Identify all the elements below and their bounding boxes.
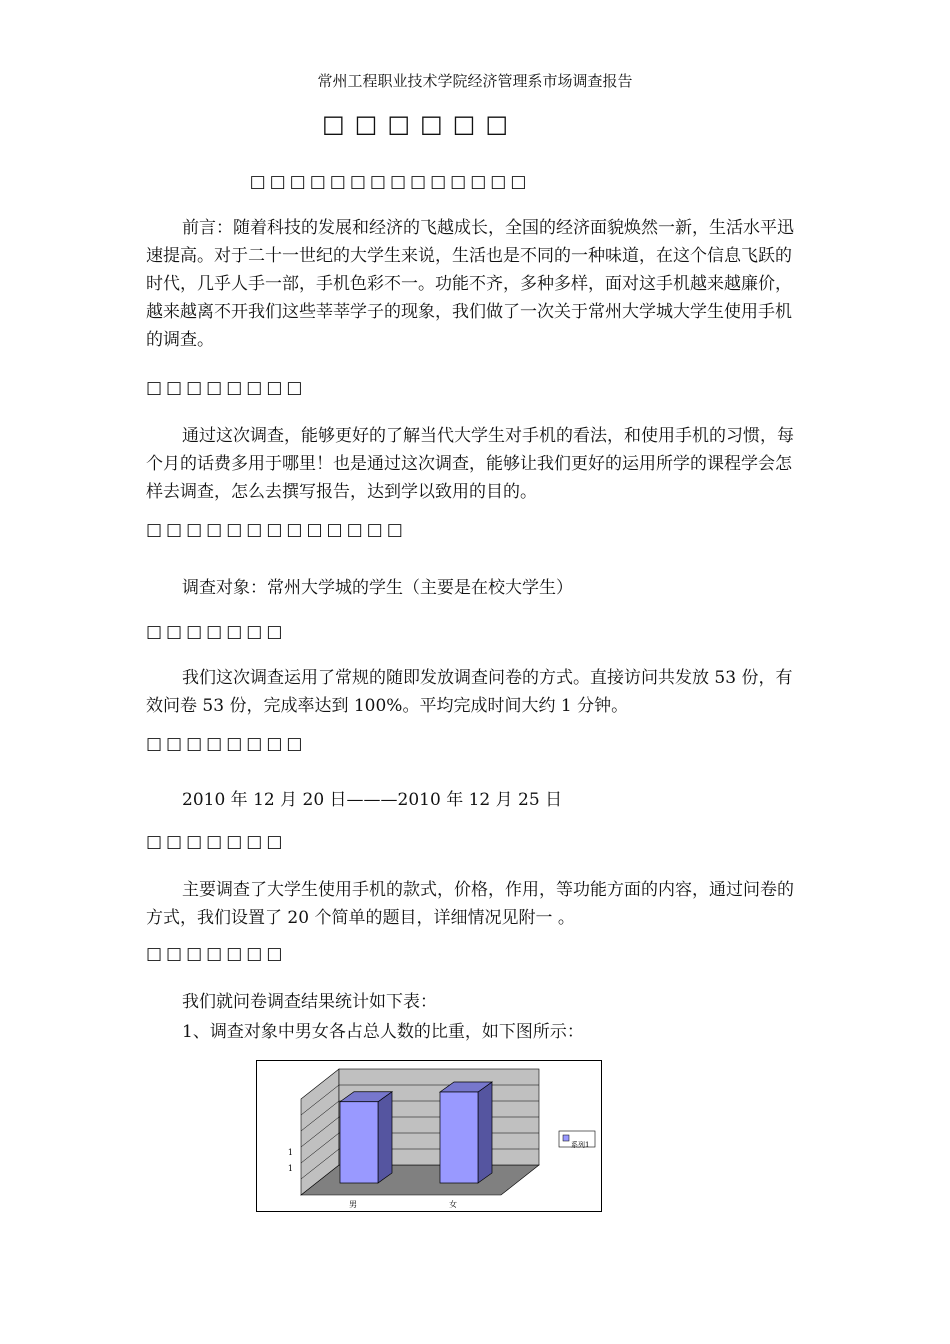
section-heading-content: □□□□□□□: [146, 832, 287, 852]
section-body-purpose: 通过这次调查，能够更好的了解当代大学生对手机的看法，和使用手机的习惯，每个月的话费多用于哪里！也是通过这次调查，能够让我们更好的运用所学的课程学会怎样去调查，怎么去撰写报告，达到学以致用的目的。: [146, 426, 794, 502]
list-item-gender-ratio: 1、调查对象中男女各占总人数的比重，如下图所示：: [182, 1022, 584, 1042]
chart-bar-side: [378, 1092, 392, 1183]
section-body-method: 我们这次调查运用了常规的随即发放调查问卷的方式。直接访问共发放 53 份，有效问卷 53 份，完成率达到 100%。平均完成时间大约 1 分钟。: [146, 668, 793, 716]
report-subtitle: □□□□□□□□□□□□□□: [249, 172, 531, 192]
chart-legend-label: 系列1: [571, 1141, 590, 1149]
section-heading-time: □□□□□□□□: [146, 734, 307, 754]
section-heading-method: □□□□□□□: [146, 622, 287, 642]
preface-paragraph: 前言：随着科技的发展和经济的飞越成长，全国的经济面貌焕然一新，生活水平迅速提高。对于二十一世纪的大学生来说，生活也是不同的一种味道，在这个信息飞跃的时代，几乎人手一部，手机色彩不一。功能不齐，多种多样，面对这手机越来越廉价，越来越离不开我们这些莘莘学子的现象，我们做了一次关于常州大学城大学生使用手机的调查。: [146, 218, 794, 350]
section-body-time: 2010 年 12 月 20 日———2010 年 12 月 25 日: [182, 790, 563, 810]
chart-bar: [340, 1102, 378, 1183]
chart-x-tick-label: 女: [449, 1200, 457, 1209]
chart-y-tick-label: 1: [287, 1164, 293, 1173]
chart-floor: [301, 1165, 539, 1195]
gender-bar-chart: [256, 1060, 602, 1212]
chart-canvas: [257, 1061, 601, 1211]
section-body-results: 我们就问卷调查结果统计如下表：: [182, 992, 437, 1012]
section-heading-purpose: □□□□□□□□: [146, 378, 307, 398]
page-header: 常州工程职业技术学院经济管理系市场调查报告: [317, 72, 633, 90]
chart-bar: [440, 1092, 478, 1183]
report-title: □□□□□□: [321, 110, 519, 138]
chart-legend-swatch: [563, 1135, 569, 1141]
section-body-subject: 调查对象：常州大学城的学生（主要是在校大学生）: [182, 578, 573, 598]
section-heading-results: □□□□□□□: [146, 944, 287, 964]
chart-y-tick-label: 1: [287, 1148, 293, 1157]
chart-bar-side: [478, 1082, 492, 1183]
section-body-content: 主要调查了大学生使用手机的款式，价格，作用，等功能方面的内容，通过问卷的方式，我们设置了 20 个简单的题目，详细情况见附一 。: [146, 880, 794, 928]
chart-x-tick-label: 男: [349, 1200, 357, 1209]
section-heading-subject: □□□□□□□□□□□□□: [146, 520, 407, 540]
